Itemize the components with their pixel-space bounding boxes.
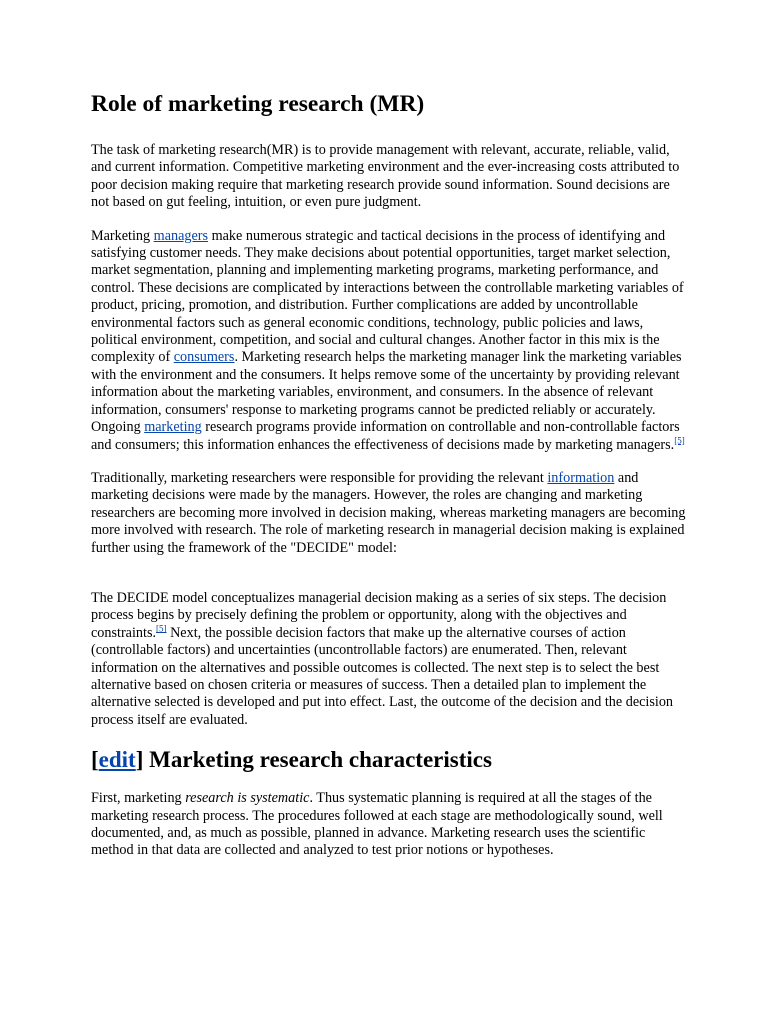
- section-heading-characteristics: [edit] Marketing research characteristics: [91, 747, 492, 773]
- reference-link-5[interactable]: [5]: [674, 434, 685, 445]
- link-managers[interactable]: managers: [153, 227, 209, 244]
- paragraph-task: The task of marketing research(MR) is to provide management with relevant, accurate, reliable, valid, and current information. Competitive marketing environment and the ever-increasing costs attributed to poor decision making require that marketing research provide sound information. Sound decisions are not based on gut feeling, intuition, or even pure judgment.: [91, 142, 680, 211]
- emphasis-systematic: research is systematic: [185, 790, 310, 807]
- paragraph-traditionally: Traditionally, marketing researchers were responsible for providing the relevant information and marketing decisions were made by the managers. However, the roles are changing and marketing researchers are becoming more involved in decision making, whereas marketing managers are becoming more involved with research. The role of marketing research in managerial decision making is explained further using the framework of the "DECIDE" model:: [91, 469, 686, 556]
- page-title: Role of marketing research (MR): [91, 91, 425, 117]
- link-information[interactable]: information: [547, 469, 615, 486]
- link-consumers[interactable]: consumers: [173, 349, 235, 366]
- paragraph-decide-model: The DECIDE model conceptualizes managerial decision making as a series of six steps. The decision process begins by precisely defining the problem or opportunity, along with the objectives and constraints.[5] Next, the possible decision factors that make up the alternative courses of action (controllable factors) and uncertainties (uncontrollable factors) are enumerated. Then, relevant information on the alternatives and possible outcomes is collected. The next step is to select the best alternative based on chosen criteria or measures of success. Then a detailed plan to implement the alternative selected is developed and put into effect. Last, the outcome of the decision and the decision process itself are evaluated.: [91, 589, 674, 728]
- link-marketing[interactable]: marketing: [144, 419, 202, 436]
- paragraph-systematic: First, marketing research is systematic. Thus systematic planning is required at all the stages of the marketing research process. The procedures followed at each stage are methodologically sound, well documented, and, as much as possible, planned in advance. Marketing research uses the scientific method in that data are collected and analyzed to test prior notions or hypotheses.: [91, 790, 663, 859]
- edit-link[interactable]: edit: [98, 747, 136, 773]
- reference-link-5-second[interactable]: [5]: [156, 623, 167, 634]
- paragraph-managers: Marketing managers make numerous strategic and tactical decisions in the process of identifying and satisfying customer needs. They make decisions about potential opportunities, target market selection, market segmentation, planning and implementing marketing programs, marketing performance, and control. These decisions are complicated by interactions between the controllable marketing variables of product, pricing, promotion, and distribution. Further complications are added by uncontrollable environmental factors such as general economic conditions, technology, public policies and laws, political environment, competition, and social and cultural changes. Another factor in this mix is the complexity of consumers. Marketing research helps the marketing manager link the marketing variables with the environment and the consumers. It helps remove some of the uncertainty by providing relevant information about the marketing variables, environment, and consumers. In the absence of relevant information, consumers' response to marketing programs cannot be predicted reliably or accurately. Ongoing marketing research programs provide information on controllable and non-controllable factors and consumers; this information enhances the effectiveness of decisions made by marketing managers.[5]: [91, 227, 685, 453]
